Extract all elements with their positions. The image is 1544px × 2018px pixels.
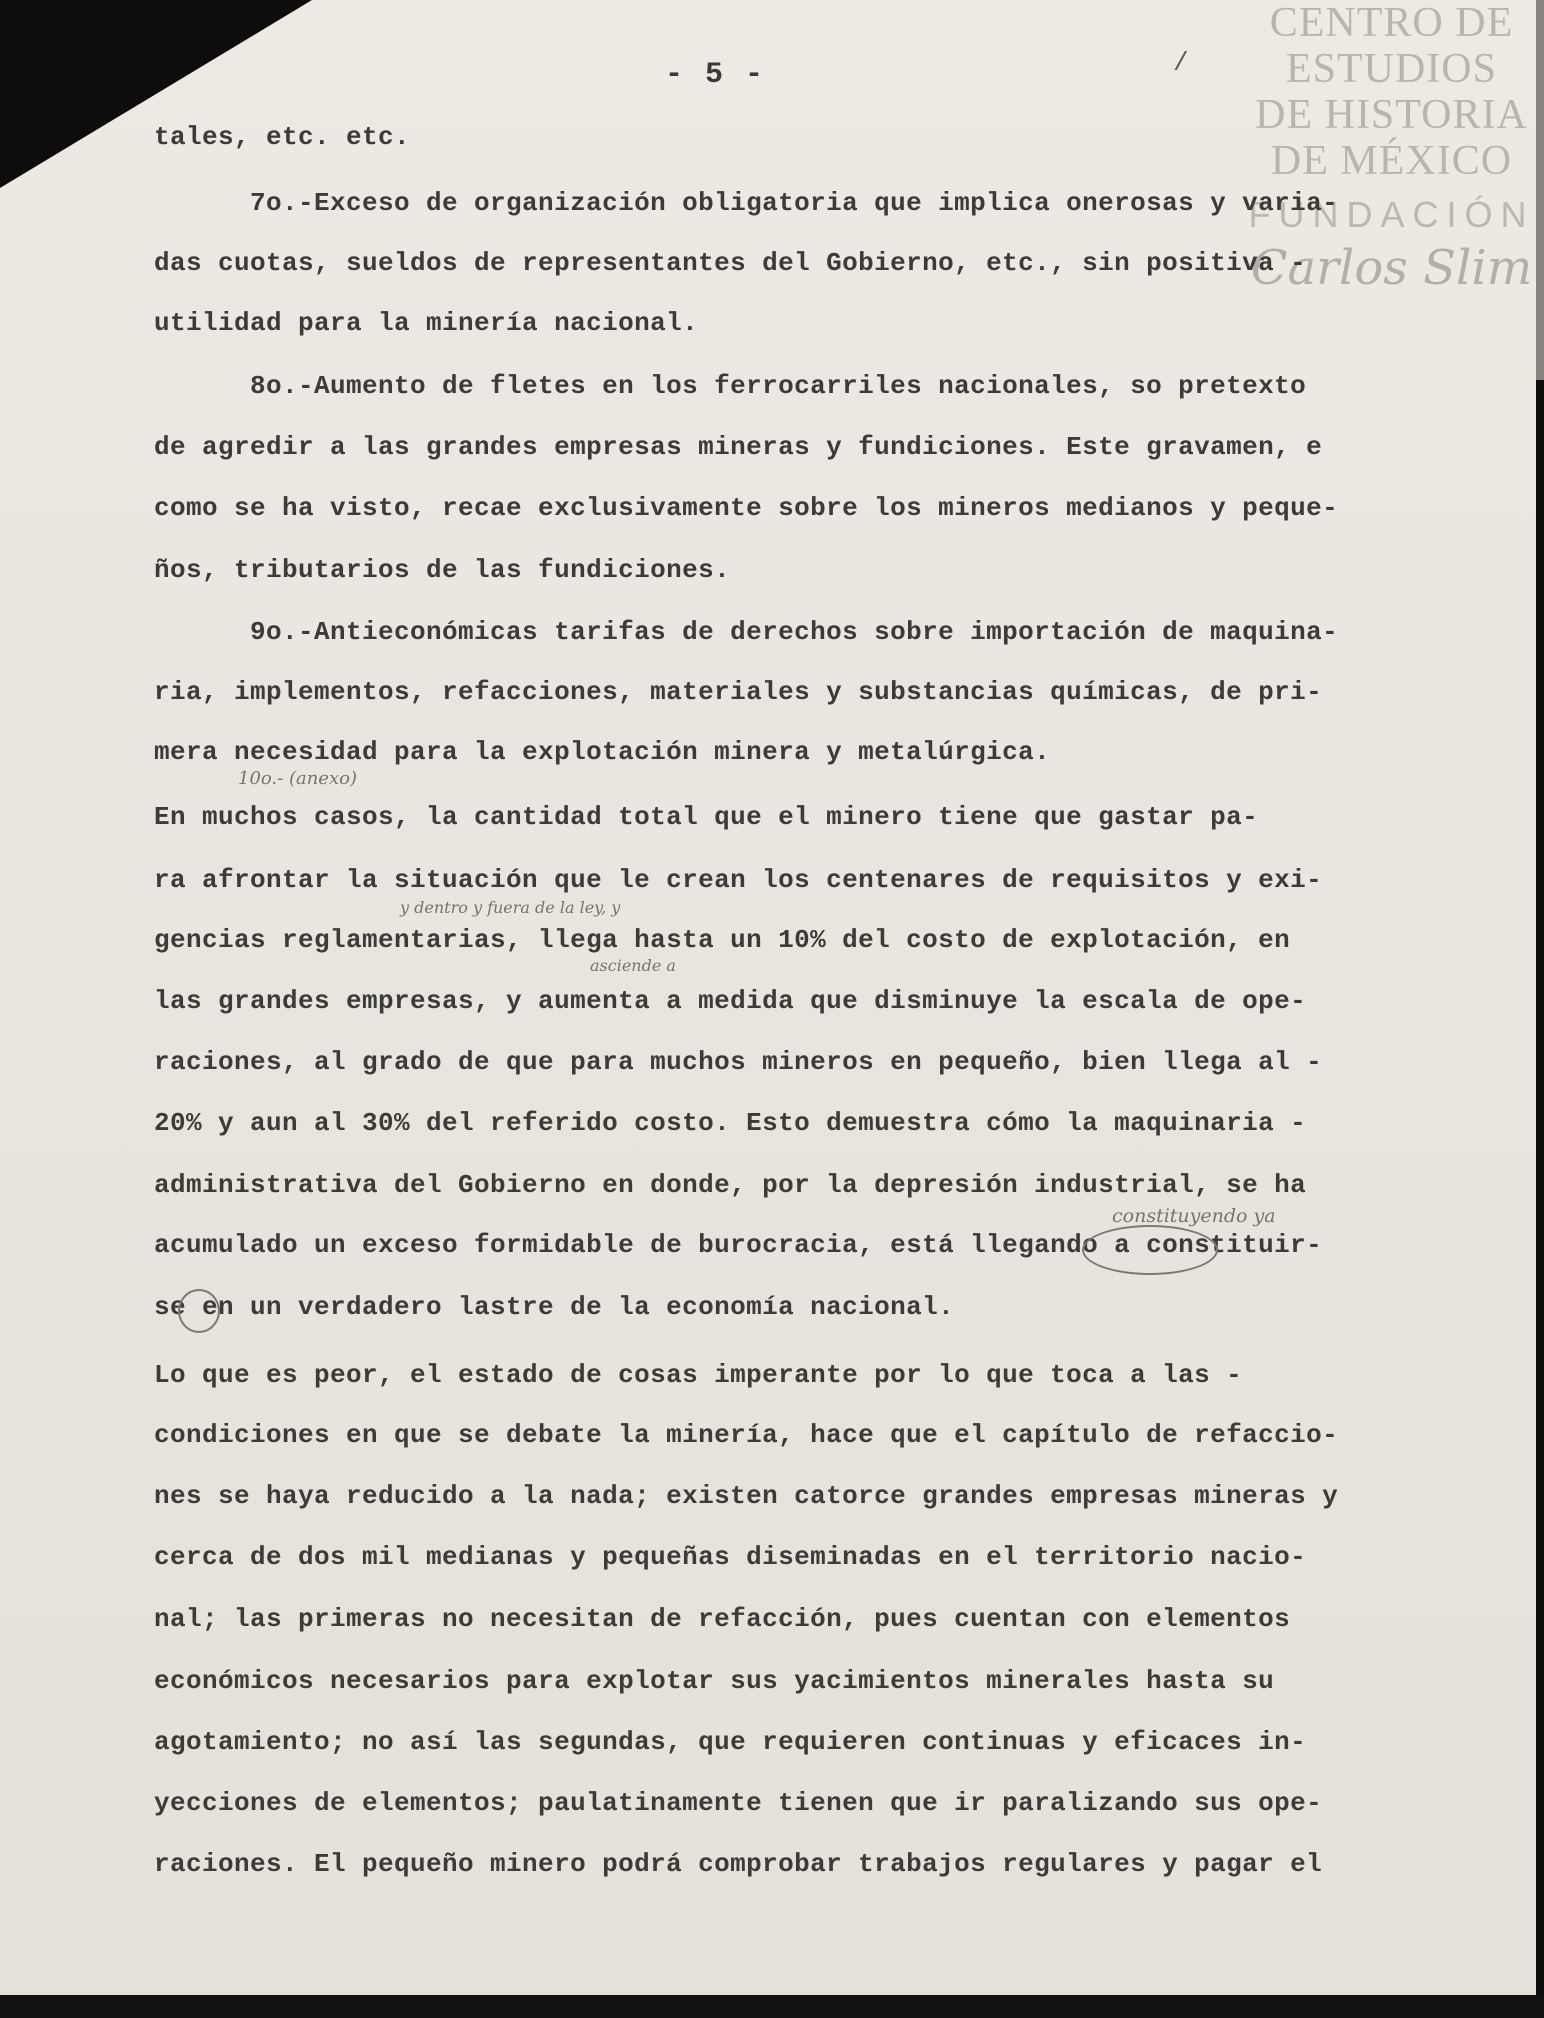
text-line-25: nal; las primeras no necesitan de refacción, pues cuentan con elementos <box>154 1604 1291 1634</box>
text-line-27: agotamiento; no así las segundas, que requieren continuas y eficaces in- <box>154 1727 1307 1757</box>
text-line-10: ria, implementos, refacciones, materiales y substancias químicas, de pri- <box>154 677 1323 707</box>
text-line-3: das cuotas, sueldos de representantes del Gobierno, etc., sin positiva - <box>154 248 1307 278</box>
text-line-15: las grandes empresas, y aumenta a medida que disminuye la escala de ope- <box>154 986 1307 1016</box>
text-line-16: raciones, al grado de que para muchos mineros en pequeño, bien llega al - <box>154 1047 1323 1077</box>
tick-mark: / <box>1173 48 1189 78</box>
text-line-20: se en un verdadero lastre de la economía nacional. <box>154 1292 955 1322</box>
watermark-line-4: DE MÉXICO <box>1270 138 1513 184</box>
text-line-1: tales, etc. etc. <box>154 122 411 152</box>
watermark-line-3: DE HISTORIA <box>1255 92 1528 138</box>
insert-constituyendo: constituyendo ya <box>1112 1205 1276 1227</box>
text-line-8: ños, tributarios de las fundiciones. <box>154 555 731 585</box>
watermark-signature: Carlos Slim <box>1250 240 1533 296</box>
text-line-12: En muchos casos, la cantidad total que el minero tiene que gastar pa- <box>154 802 1259 832</box>
text-line-18: administrativa del Gobierno en donde, por la depresión industrial, se ha <box>154 1170 1307 1200</box>
text-line-2: 7o.-Exceso de organización obligatoria que implica onerosas y varia- <box>154 188 1339 218</box>
text-line-11: mera necesidad para la explotación minera y metalúrgica. <box>154 737 1051 767</box>
page-number: - 5 - <box>665 58 766 92</box>
insert-dentro-fuera: y dentro y fuera de la ley, y <box>400 898 621 917</box>
text-line-23: nes se haya reducido a la nada; existen catorce grandes empresas mineras y <box>154 1481 1339 1511</box>
watermark-foundation: FUNDACIÓN <box>1248 194 1535 235</box>
circled-word-llegando <box>1082 1225 1218 1275</box>
text-line-19: acumulado un exceso formidable de burocracia, está llegando a constituir- <box>154 1230 1323 1260</box>
text-line-14: gencias reglamentarias, llega hasta un 10% del costo de explotación, en <box>154 925 1291 955</box>
scan-bottom-edge <box>0 1995 1544 2018</box>
text-line-6: de agredir a las grandes empresas mineras y fundiciones. Este gravamen, e <box>154 432 1323 462</box>
text-line-21: Lo que es peor, el estado de cosas imperante por lo que toca a las - <box>154 1360 1243 1390</box>
insert-asciende: asciende a <box>590 956 676 975</box>
text-line-4: utilidad para la minería nacional. <box>154 308 699 338</box>
text-line-24: cerca de dos mil medianas y pequeñas diseminadas en el territorio nacio- <box>154 1542 1307 1572</box>
watermark-line-1: CENTRO DE <box>1269 0 1514 46</box>
text-line-22: condiciones en que se debate la minería, hace que el capítulo de refaccio- <box>154 1420 1339 1450</box>
text-line-5: 8o.-Aumento de fletes en los ferrocarriles nacionales, so pretexto <box>154 371 1307 401</box>
circled-word-se <box>178 1289 220 1333</box>
text-line-29: raciones. El pequeño minero podrá comprobar trabajos regulares y pagar el <box>154 1849 1323 1879</box>
text-line-7: como se ha visto, recae exclusivamente sobre los mineros medianos y peque- <box>154 493 1339 523</box>
text-line-9: 9o.-Antieconómicas tarifas de derechos sobre importación de maquina- <box>154 617 1339 647</box>
text-line-17: 20% y aun al 30% del referido costo. Esto demuestra cómo la maquinaria - <box>154 1108 1307 1138</box>
text-line-13: ra afrontar la situación que le crean los centenares de requisitos y exi- <box>154 865 1323 895</box>
text-line-26: económicos necesarios para explotar sus yacimientos minerales hasta su <box>154 1666 1275 1696</box>
watermark-line-2: ESTUDIOS <box>1285 46 1497 92</box>
text-line-28: yecciones de elementos; paulatinamente tienen que ir paralizando sus ope- <box>154 1788 1323 1818</box>
margin-note-10o: 10o.- (anexo) <box>238 768 357 789</box>
